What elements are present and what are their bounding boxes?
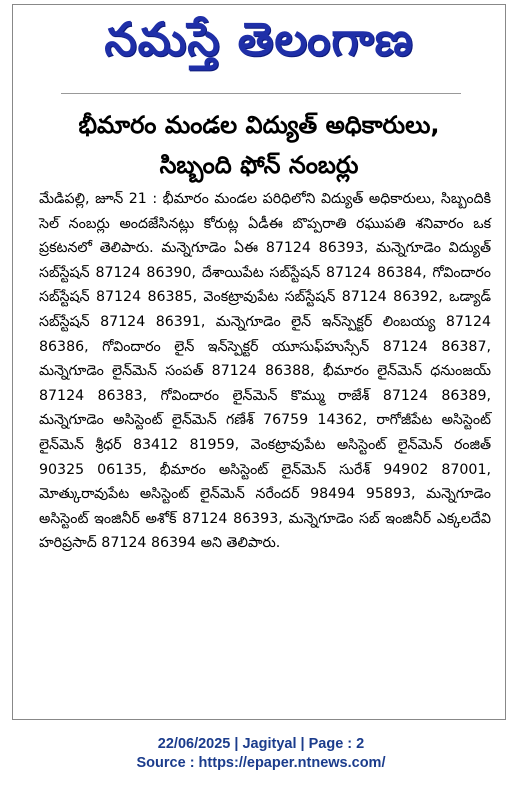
article-headline bbox=[33, 105, 485, 185]
masthead-divider bbox=[61, 93, 461, 94]
masthead-title: నమస్తే తెలంగాణ bbox=[104, 12, 414, 66]
article-body: మేడిపల్లి, జూన్ 21 : భీమారం మండల పరిధిలోని విద్యుత్ అధికారులు, సిబ్బందికి సెల్ నంబర్లు అందజేసినట్లు కోరుట్ల ఏడీఈ బొప్పరాతి రఘుపతి శనివారం ఒక ప్రకటనలో తెలిపారు. మన్నెగూడెం ఏఈ 87124 86393, మన్నెగూడెం విద్యుత్ సబ్‌స్టేషన్ 87124 86390, దేశాయిపేట సబ్‌స్టేషన్ 87124 86384, గోవిందారం సబ్‌స్టేషన్ 87124 86385, వెంకట్రావుపేట సబ్‌స్టేషన్ 87124 86392, ఒడ్యాడ్ సబ్‌స్టేషన్ 87124 86391, మన్నెగూడెం లైన్ ఇన్‌స్పెక్టర్ లింబయ్య 87124 86386, గోవిందారం లైన్ ఇన్‌స్పెక్టర్ యూసుఫ్‌హుస్సేన్ 87124 86387, మన్నెగూడెం లైన్‌మెన్ సంపత్ 87124 86388, భీమారం లైన్‌మెన్ ధనుంజయ్ 87124 86383, గోవిందారం లైన్‌మెన్ కొమ్ము రాజేశ్ 87124 86389, మన్నెగూడెం అసిస్టెంట్ లైన్‌మెన్ గణేశ్ 76759 14362, రాగోజీపేట అసిస్టెంట్ లైన్‌మెన్ శ్రీధర్ 83412 81959, వెంకట్రావుపేట అసిస్టెంట్ లైన్‌మెన్ రంజిత్ 90325 06135, భీమారం అసిస్టెంట్ లైన్‌మెన్ సురేశ్ 94902 87001, మోత్కురావుపేట అసిస్టెంట్ లైన్‌మెన్ నరేందర్ 98494 95893, మన్నెగూడెం అసిస్టెంట్ ఇంజినీర్ అశోక్ 87124 86393, మన్నెగూడెం సబ్ ఇంజినీర్ ఎక్కలదేవి హరిప్రసాద్ 87124 86394 అని తెలిపారు. bbox=[39, 191, 491, 552]
footer-date-line: 22/06/2025 | Jagityal | Page : 2 bbox=[157, 736, 365, 752]
cropped-next-headline bbox=[103, 705, 415, 719]
newspaper-masthead bbox=[13, 5, 505, 85]
headline-line-1: భీమారం మండల విద్యుత్ అధికారులు, bbox=[78, 111, 440, 139]
footer-source-line: Source : https://epaper.ntnews.com/ bbox=[136, 755, 386, 771]
headline-line-2: సిబ్బంది ఫోన్ నంబర్లు bbox=[159, 151, 359, 179]
clipping-frame bbox=[12, 4, 506, 720]
